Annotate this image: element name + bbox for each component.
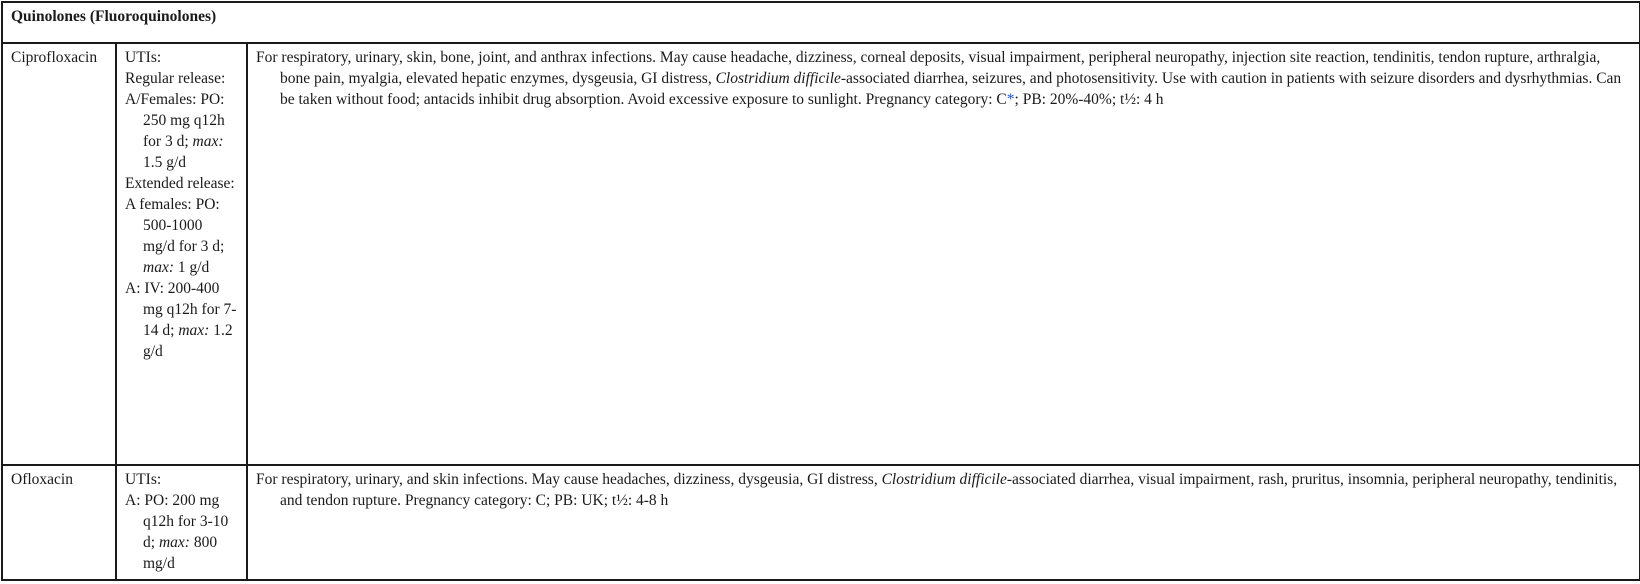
footnote-link[interactable]: * [1006, 91, 1015, 108]
notes-cell [247, 43, 1640, 465]
max-label: max: [192, 133, 224, 150]
max-label: max: [143, 259, 174, 276]
organism-name: Clostridium difficile [715, 70, 841, 87]
dosage-cell [116, 43, 247, 465]
dose-text: Extended release: [125, 175, 235, 192]
dose-text: 1.2 g/d [143, 322, 233, 360]
dose-line [125, 469, 238, 490]
notes-fragment: ; PB: 20%-40%; t½: 4 h [1014, 91, 1164, 108]
notes-cell [247, 465, 1640, 580]
dose-text: 1.5 g/d [143, 154, 187, 171]
drug-name: Ciprofloxacin [2, 43, 116, 465]
dosage-cell [116, 465, 247, 580]
max-label: max: [158, 534, 190, 551]
dose-text: 1 g/d [174, 259, 210, 276]
table-row [2, 43, 1640, 465]
dose-text: UTIs: [125, 49, 162, 66]
dose-text: A females: PO: 500-1000 mg/d for 3 d; [125, 196, 225, 255]
notes-text [256, 469, 1631, 511]
notes-fragment: For respiratory, urinary, and skin infections. May cause headaches, dizziness, dysgeusia, GI distress, [256, 471, 882, 488]
dose-text: A/Females: PO: 250 mg q12h for 3 d; [125, 91, 225, 150]
notes-fragment: -associated diarrhea, seizures, and photosensitivity. Use with caution in patients with seizure disorders and dysrhythmias. Can be taken without food; antacids inhibit drug absorption. Avoid excessive exposure to sunlight. Pregnancy category: C [280, 70, 1622, 108]
notes-fragment: -associated diarrhea, visual impairment, rash, pruritus, insomnia, peripheral neuropathy, tendinitis, and tendon rupture. Pregnancy category: C; PB: UK; t½: 4-8 h [280, 471, 1618, 509]
dose-line [125, 173, 238, 194]
organism-name: Clostridium difficile [881, 471, 1007, 488]
dose-line [125, 490, 238, 574]
section-header-row [2, 2, 1640, 43]
notes-text [256, 47, 1631, 110]
max-label: max: [178, 322, 210, 339]
dose-text: A: PO: 200 mg q12h for 3-10 d; [125, 492, 229, 551]
drug-name: Ofloxacin [2, 465, 116, 580]
dose-text: A: IV: 200-400 mg q12h for 7-14 d; [125, 280, 237, 339]
table-row [2, 465, 1640, 580]
dose-line [125, 89, 238, 173]
dose-line [125, 47, 238, 68]
dose-line [125, 194, 238, 278]
dose-line [125, 278, 238, 362]
drug-table [1, 1, 1640, 581]
dose-text: UTIs: [125, 471, 162, 488]
dose-text: Regular release: [125, 70, 226, 87]
dose-line [125, 68, 238, 89]
section-title: Quinolones (Fluoroquinolones) [2, 2, 1640, 43]
dose-text: 800 mg/d [143, 534, 218, 572]
notes-fragment: For respiratory, urinary, skin, bone, joint, and anthrax infections. May cause headache, dizziness, corneal deposits, visual impairment, peripheral neuropathy, injection site reaction, tendinitis, tendon rupture, arthralgia, bone pain, myalgia, elevated hepatic enzymes, dysgeusia, GI distress, [256, 49, 1601, 87]
